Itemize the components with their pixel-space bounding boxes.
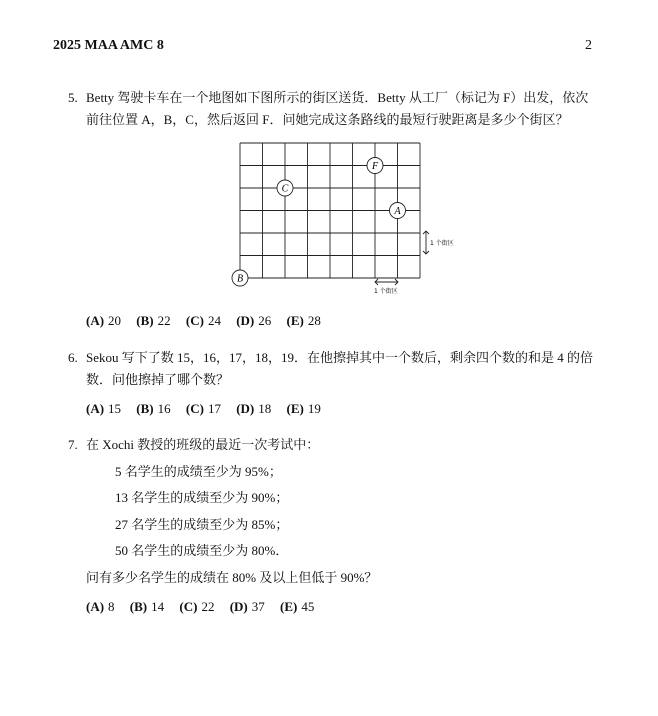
problem-7-number: 7.: [68, 437, 78, 452]
option-b[interactable]: (B) 14: [129, 599, 165, 614]
street-map-diagram: [225, 138, 485, 298]
option-b[interactable]: (B) 16: [136, 401, 171, 416]
problem-6-line-1: 6. Sekou 写下了数 15，16，17，18，19．在他擦掉其中一个数后，剩余四个数的和是 4 的倍: [68, 350, 594, 365]
problem-7-line-1: 7. 在 Xochi 教授的班级的最近一次考试中：: [68, 437, 320, 452]
option-c[interactable]: (C) 17: [185, 401, 221, 416]
vertical-scale: [423, 231, 454, 254]
horizontal-scale-label: 1 个街区: [374, 288, 398, 295]
location-label-f: F: [371, 161, 379, 172]
option-d[interactable]: (D) 37: [229, 599, 265, 614]
problem-6-options: [86, 401, 333, 417]
option-a[interactable]: (A) 15: [86, 401, 122, 416]
map-points: [232, 158, 406, 287]
problem-5-number: 5.: [68, 90, 78, 105]
problem-7-options: [86, 599, 326, 615]
location-label-c: C: [281, 183, 289, 195]
problem-7-line-4: 27 名学生的成绩至少为 85%；: [115, 517, 289, 532]
exam-title: 2025 MAA AMC 8: [53, 38, 164, 53]
location-label-a: A: [394, 206, 401, 217]
location-label-b: B: [236, 273, 244, 285]
page-number: 2: [585, 38, 592, 53]
option-d[interactable]: (D) 26: [236, 313, 272, 328]
problem-6-line-2: 数．问他擦掉了哪个数？: [86, 372, 230, 387]
problem-7-line-5: 50 名学生的成绩至少为 80%．: [115, 543, 289, 558]
option-b[interactable]: (B) 22: [136, 313, 171, 328]
problem-6-number: 6.: [68, 350, 78, 365]
option-e[interactable]: (E) 28: [286, 313, 321, 328]
option-c[interactable]: (C) 22: [179, 599, 215, 614]
vertical-scale-label: 1 个街区: [430, 240, 454, 247]
option-e[interactable]: (E) 19: [286, 401, 321, 416]
option-c[interactable]: (C) 24: [185, 313, 221, 328]
horizontal-scale: [374, 279, 398, 295]
option-a[interactable]: (A) 8: [86, 599, 115, 614]
problem-5-options: [86, 313, 333, 329]
problem-5-line-1: 5. Betty 驾驶卡车在一个地图如下图所示的街区送货．Betty 从工厂（标记为 F）出发，依次: [68, 90, 589, 105]
problem-7-line-3: 13 名学生的成绩至少为 90%；: [115, 490, 289, 505]
option-e[interactable]: (E) 45: [279, 599, 315, 614]
problem-7-line-2: 5 名学生的成绩至少为 95%；: [115, 464, 282, 479]
option-a[interactable]: (A) 20: [86, 313, 122, 328]
problem-7-line-6: 问有多少名学生的成绩在 80% 及以上但低于 90%？: [86, 570, 378, 585]
option-d[interactable]: (D) 18: [236, 401, 272, 416]
problem-5-line-2: 前往位置 A，B，C，然后返回 F．问她完成这条路线的最短行驶距离是多少个街区？: [86, 112, 569, 127]
